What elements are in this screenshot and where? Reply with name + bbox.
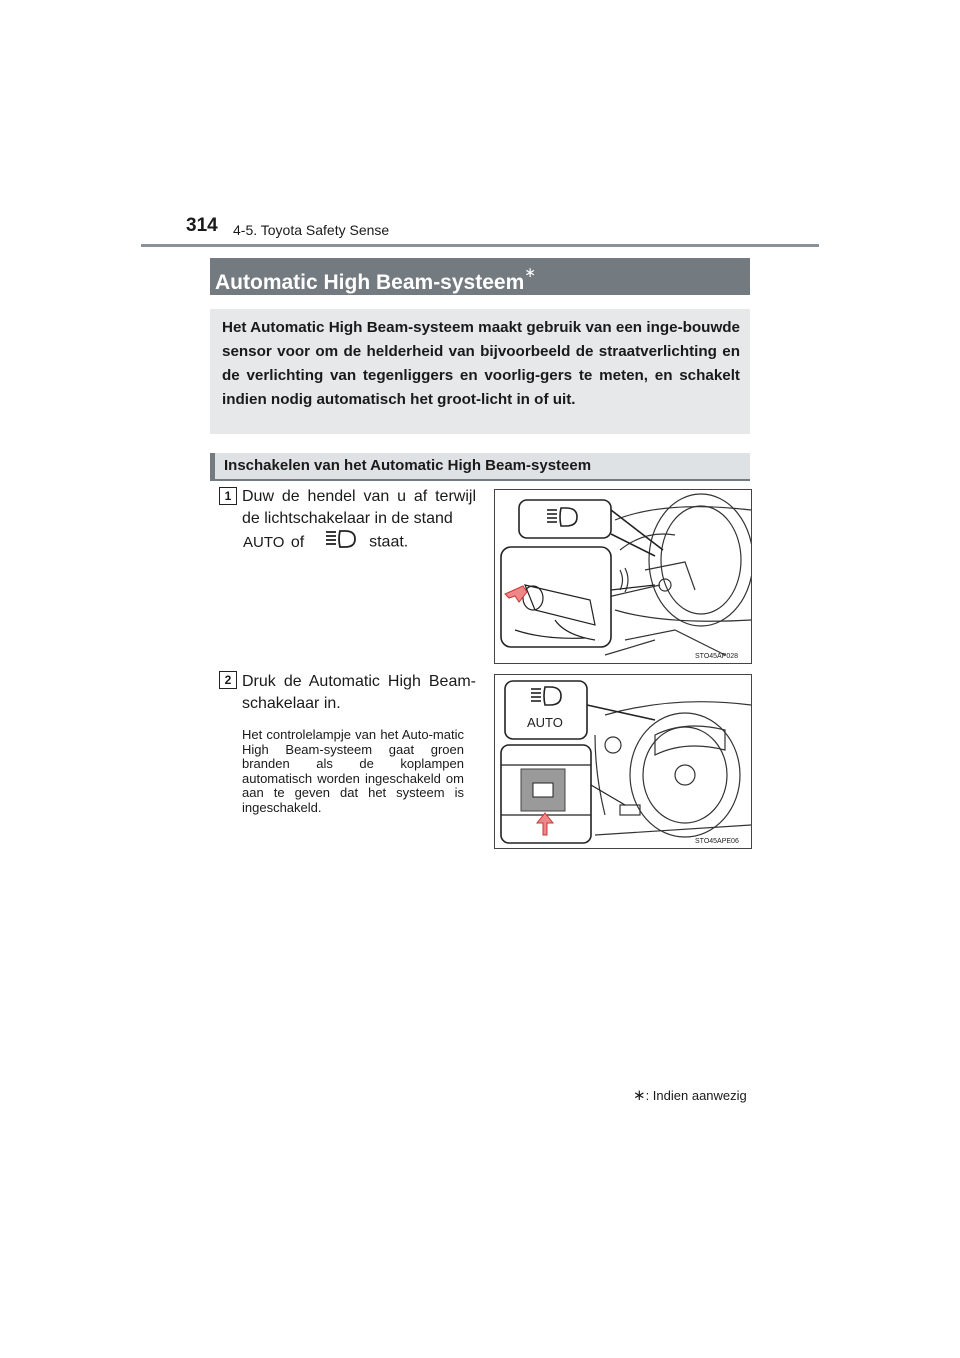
figure-lever <box>494 489 752 664</box>
intro-paragraph: Het Automatic High Beam-systeem maakt gebruik van een inge-bouwde sensor voor om de helderheid van bijvoorbeeld de straatverlichting en de verlichting van tegenliggers en voorlig-gers te meten, en schakelt indien nodig automatisch het groot-licht in of uit. <box>210 309 750 434</box>
high-beam-icon <box>325 529 357 556</box>
auto-icon: AUTO <box>243 533 285 551</box>
step-1-text: Duw de hendel van u af terwijl de lichtschakelaar in de stand <box>242 488 476 527</box>
page-number: 314 <box>186 215 218 236</box>
footnote <box>633 1086 747 1104</box>
step-1-end: staat. <box>369 533 409 551</box>
step-1-icons-line <box>242 529 408 556</box>
figure-switch <box>494 674 752 849</box>
page-title <box>210 258 750 295</box>
step-2-note: Het controlelampje van het Auto-matic High Beam-systeem gaat groen branden als de koplampen automatisch worden ingeschakeld om aan te geven dat het systeem is ingeschakeld. <box>242 727 464 815</box>
figure-1-code: STO45AP028 <box>695 653 739 660</box>
title-text: Automatic High Beam-systeem <box>215 271 525 294</box>
auto-label-icon: AUTO <box>527 715 563 730</box>
step-2-text: Druk de Automatic High Beam-schakelaar in. <box>242 673 476 712</box>
figure-2-code: STO45APE06 <box>695 838 739 845</box>
title-asterisk: ∗ <box>524 264 536 280</box>
section-label: 4-5. Toyota Safety Sense <box>233 222 390 238</box>
header-divider <box>141 244 819 247</box>
step-1-of: of <box>290 533 305 551</box>
step-number-2: 2 <box>219 671 237 689</box>
footnote-asterisk: ∗ <box>633 1087 646 1104</box>
step-number-1: 1 <box>219 487 237 505</box>
footnote-text: : Indien aanwezig <box>645 1088 747 1103</box>
subsection-heading: Inschakelen van het Automatic High Beam-systeem <box>210 453 750 481</box>
